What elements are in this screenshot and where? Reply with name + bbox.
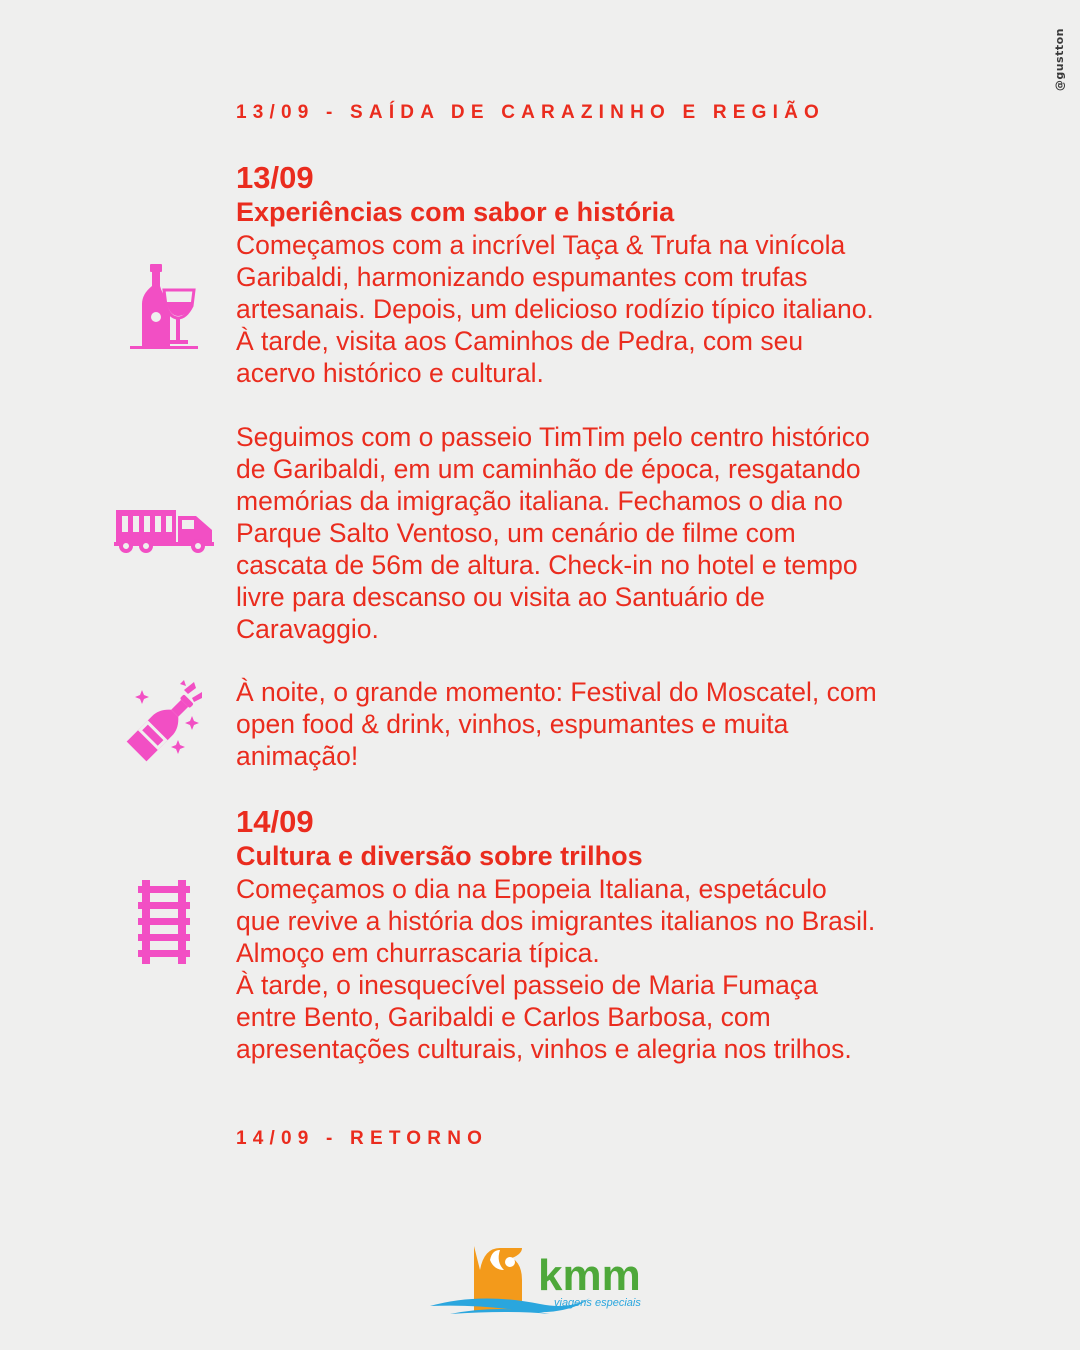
railroad-tracks-icon xyxy=(138,880,190,969)
logo-tagline: viagens especiais xyxy=(554,1297,641,1309)
day2-paragraph-1: Começamos o dia na Epopeia Italiana, espetáculo que revive a história dos imigrantes italianos no Brasil. Almoço em churrascaria típica. À tarde, o inesquecível passeio de Maria Fumaça entre Bento, Garibaldi e Carlos Barbosa, com apresentações culturais, vinhos e alegria nos trilhos. xyxy=(236,874,876,1064)
day1-date: 13/09 xyxy=(236,160,314,195)
day1-paragraph-3: À noite, o grande momento: Festival do Moscatel, com open food & drink, vinhos, espumantes e muita animação! xyxy=(236,677,877,771)
kmm-logo xyxy=(430,1240,670,1320)
day1-title: Experiências com sabor e história xyxy=(236,197,675,227)
day1-paragraph-1: Começamos com a incrível Taça & Trufa na vinícola Garibaldi, harmonizando espumantes com trufas artesanais. Depois, um delicioso rodízio típico italiano. À tarde, visita aos Caminhos de Pedra, com seu acervo histórico e cultural. xyxy=(236,230,874,388)
wine-bottle-glass-icon xyxy=(128,262,200,357)
author-watermark: @gustton xyxy=(1053,28,1066,92)
departure-header: 13/09 - SAÍDA DE CARAZINHO E REGIÃO xyxy=(236,102,825,123)
day2-date: 14/09 xyxy=(236,804,314,839)
logo-name: kmm xyxy=(538,1251,641,1300)
day1-paragraph-2: Seguimos com o passeio TimTim pelo centro histórico de Garibaldi, em um caminhão de época, resgatando memórias da imigração italiana. Fechamos o dia no Parque Salto Ventoso, um cenário de filme com cascata de 56m de altura. Check-in no hotel e tempo livre para descanso ou visita ao Santuário de Caravaggio. xyxy=(236,422,870,644)
return-footer: 14/09 - RETORNO xyxy=(236,1128,489,1149)
day2-title: Cultura e diversão sobre trilhos xyxy=(236,841,643,871)
truck-icon xyxy=(112,506,216,561)
champagne-pop-icon xyxy=(122,680,208,769)
